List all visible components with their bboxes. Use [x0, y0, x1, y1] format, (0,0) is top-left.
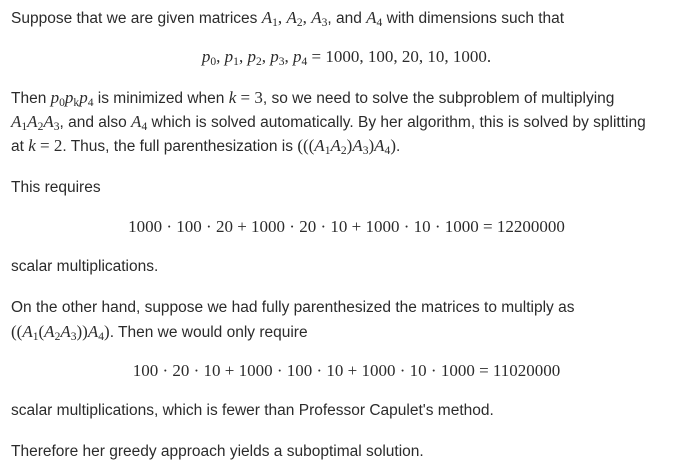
paragraph-requires: This requires	[11, 179, 101, 196]
paragraph-alternative-line-2: $((A_1(A_2A_3))A_4)$. Then we would only require	[11, 322, 308, 343]
paragraph-intro: Suppose that we are given matrices $A_1$, $A_2$, $A_3$, and $A_4$ with dimensions such that	[11, 8, 565, 29]
paragraph-scalar-2: scalar multiplications, which is fewer than Professor Capulet's method.	[11, 402, 494, 419]
paragraph-greedy-line-1: Then $p_0p_kp_4$ is minimized when k = 3, so we need to solve the subproblem of multiplying	[11, 88, 615, 109]
paragraph-greedy-line-3: at k = 2. Thus, the full parenthesization is $(((A_1A_2)A_3)A_4)$.	[11, 136, 401, 157]
equation-greedy-cost	[0, 216, 693, 239]
equation-dimensions: $p_0$, $p_1$, $p_2$, $p_3$, $p_4 = 1000$, 100, 20, 10, 1000.	[201, 47, 492, 68]
equation-optimal-cost	[0, 360, 693, 383]
paragraph-alternative-line-1: On the other hand, suppose we had fully parenthesized the matrices to multiply as	[11, 299, 575, 316]
paragraph-conclusion: Therefore her greedy approach yields a suboptimal solution.	[11, 443, 424, 460]
equation-greedy-cost-text: 1000 · 100 · 20 + 1000 · 20 · 10 + 1000 · 10 · 1000 = 12200000	[128, 217, 565, 236]
paragraph-greedy-line-2: $A_1A_2A_3$, and also $A_4$ which is solved automatically. By her algorithm, this is solved by splitting	[11, 112, 646, 133]
paragraph-scalar-1: scalar multiplications.	[11, 258, 159, 275]
equation-optimal-cost-text: 100 · 20 · 10 + 1000 · 100 · 10 + 1000 · 10 · 1000 = 11020000	[132, 361, 561, 380]
